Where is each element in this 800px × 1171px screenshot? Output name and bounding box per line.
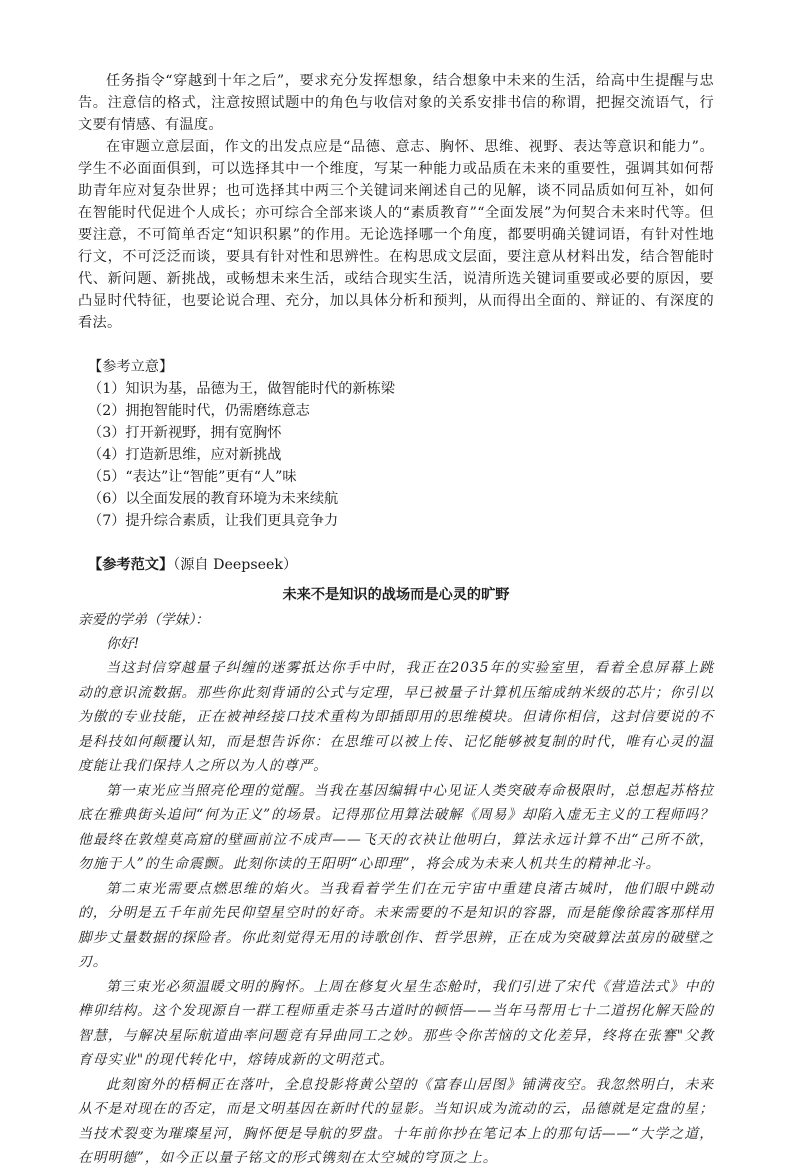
reference-idea-item: （3）打开新视野，拥有宽胸怀: [88, 425, 282, 441]
sample-essay-source: （源自 Deepseek）: [173, 557, 298, 573]
reference-idea-item: （1）知识为基，品德为王，做智能时代的新栋梁: [88, 381, 395, 397]
reference-idea-item: （4）打造新思维，应对新挑战: [88, 447, 282, 463]
essay-greeting: 你好!: [106, 636, 140, 652]
essay-paragraph: 第三束光必须温暖文明的胸怀。上周在修复火星生态舱时，我们引进了宋代《营造法式》中的榫卯结构。这个发现源自一群工程师重走茶马古道时的顿悟——当年马帮用七十二道拐化解天险的智慧，与解决星际航道曲率问题竟有异曲同工之妙。那些令你苦恼的文化差异，终将在张謇"父教育母实业"的现代转化中，熔铸成新的文明范式。: [78, 978, 714, 1068]
reference-ideas-title: 【参考立意】: [88, 359, 174, 375]
spacer: [78, 532, 714, 554]
essay-paragraph: 当这封信穿越量子纠缠的迷雾抵达你手中时，我正在2035年的实验室里，看着全息屏幕上跳动的意识流数据。那些你此刻背诵的公式与定理，早已被量子计算机压缩成纳米级的芯片；你引以为傲的专业技能，正在被神经接口技术重构为即插即用的思维模块。但请你相信，这封信要说的不是科技如何颠覆认知，而是想告诉你：在思维可以被上传、记忆能够被复制的时代，唯有心灵的温度能让我们保持人之所以为人的尊严。: [78, 660, 714, 774]
essay-paragraph: 此刻窗外的梧桐正在落叶，全息投影将黄公望的《富春山居图》铺满夜空。我忽然明白，未来从不是对现在的否定，而是文明基因在新时代的显影。当知识成为流动的云，品德就是定盘的星；当技术裂变为璀璨星河，胸怀便是导航的罗盘。十年前你抄在笔记本上的那句话——“大学之道，在明明德”，如今正以量子铭文的形式镌刻在太空城的穹顶之上。: [78, 1076, 714, 1166]
spacer: [78, 334, 714, 356]
essay-paragraph: 第一束光应当照亮伦理的觉醒。当我在基因编辑中心见证人类突破寿命极限时，总想起苏格拉底在雅典街头追问“何为正义”的场景。记得那位用算法破解《周易》却陷入虚无主义的工程师吗？他最终在敦煌莫高窟的壁画前泣不成声——飞天的衣袂让他明白，算法永远计算不出“己所不欲，勿施于人”的生命震颤。此刻你读的王阳明“心即理”，将会成为未来人机共生的精神北斗。: [78, 782, 714, 872]
sample-essay-heading: [78, 554, 714, 576]
reference-idea-item: （2）拥抱智能时代，仍需磨练意志: [88, 403, 310, 419]
reference-idea-item: （7）提升综合素质，让我们更具竞争力: [88, 513, 339, 529]
essay-body: [78, 608, 714, 1171]
intro-paragraph-2: 在审题立意层面，作文的出发点应是“品德、意志、胸怀、思维、视野、表达等意识和能力”。学生不必面面俱到，可以选择其中一个维度，写某一种能力或品质在未来的重要性，强调其如何帮助青年应对复杂世界；也可选择其中两三个关键词来阐述自己的见解，谈不同品质如何互补，如何在智能时代促进个人成长；亦可综合全部来谈人的“素质教育”“全面发展”为何契合未来时代等。但要注意，不可简单否定“知识积累”的作用。无论选择哪一个角度，都要明确关键词语，有针对性地行文，不可泛泛而谈，要具有针对性和思辨性。在构思成文层面，要注意从材料出发，结合智能时代、新问题、新挑战，或畅想未来生活，或结合现实生活，说清所选关键词重要或必要的原因，要凸显时代特征，也要论说合理、充分，加以具体分析和预判，从而得出全面的、辩证的、有深度的看法。: [78, 139, 714, 331]
reference-idea-item: （6）以全面发展的教育环境为未来续航: [88, 491, 339, 507]
intro-paragraph-1: 任务指令“穿越到十年之后”，要求充分发挥想象，结合想象中未来的生活，给高中生提醒与忠告。注意信的格式，注意按照试题中的角色与收信对象的关系安排书信的称谓，把握交流语气，行文要有情感、有温度。: [78, 73, 714, 133]
essay-paragraph: 第二束光需要点燃思维的焰火。当我看着学生们在元宇宙中重建良渚古城时，他们眼中跳动的，分明是五千年前先民仰望星空时的好奇。未来需要的不是知识的容器，而是能像徐霞客那样用脚步丈量数据的探险者。你此刻觉得无用的诗歌创作、哲学思辨，正在成为突破算法茧房的破壁之刃。: [78, 880, 714, 970]
essay-title: 未来不是知识的战场而是心灵的旷野: [282, 587, 510, 603]
sample-essay-label: 【参考范文】: [88, 557, 174, 573]
essay-salutation: 亲爱的学弟（学妹）：: [78, 612, 210, 628]
reference-idea-item: （5）“表达”让“智能”更有“人”味: [88, 469, 297, 485]
